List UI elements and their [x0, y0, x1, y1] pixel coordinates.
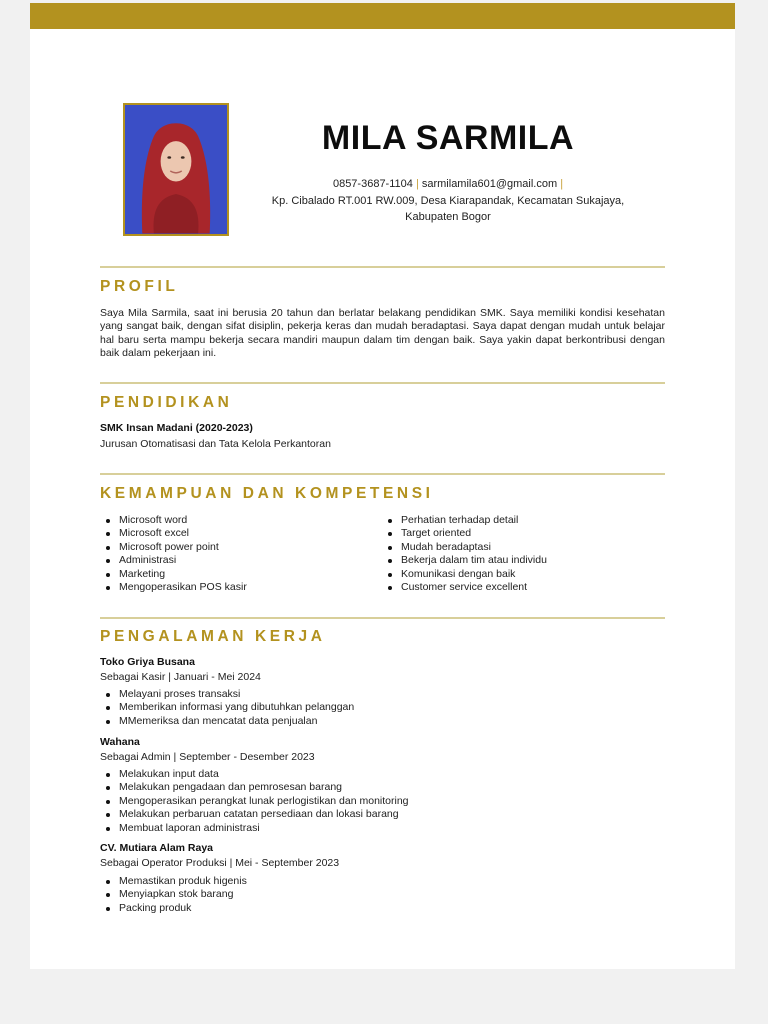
list-item: Perhatian terhadap detail [401, 514, 671, 527]
full-name: MILA SARMILA [321, 119, 575, 157]
skills-list-right [382, 514, 671, 594]
job-role: Sebagai Operator Produksi | Mei - September 2023 [100, 857, 340, 869]
list-item: Melakukan perbaruan catatan persediaan dan lokasi barang [119, 808, 659, 821]
address-line-1: Kp. Cibalado RT.001 RW.009, Desa Kiarapandak, Kecamatan Sukajaya, [271, 194, 625, 207]
list-item: Microsoft power point [119, 541, 379, 554]
skills-list-left [100, 514, 379, 594]
section-title-pendidikan: PENDIDIKAN [100, 394, 233, 411]
section-divider [100, 266, 665, 268]
list-item: Memberikan informasi yang dibutuhkan pelanggan [119, 701, 659, 714]
list-item: Mengoperasikan perangkat lunak perlogistikan dan monitoring [119, 795, 659, 808]
list-item: Mudah beradaptasi [401, 541, 671, 554]
list-item: Melakukan input data [119, 768, 659, 781]
job-company: Wahana [100, 736, 140, 748]
list-item: Customer service excellent [401, 581, 671, 594]
top-accent-bar [30, 3, 735, 29]
cv-page [30, 3, 735, 969]
job-tasks [100, 875, 659, 915]
list-item: Target oriented [401, 527, 671, 540]
section-title-profil: PROFIL [100, 278, 179, 295]
phone-number: 0857-3687-1104 [332, 178, 413, 190]
list-item: Memastikan produk higenis [119, 875, 659, 888]
address-line-2: Kabupaten Bogor [405, 211, 491, 223]
list-item: Melayani proses transaksi [119, 688, 659, 701]
list-item: Microsoft excel [119, 527, 379, 540]
profile-photo [123, 103, 229, 236]
list-item: Packing produk [119, 902, 659, 915]
list-item: Komunikasi dengan baik [401, 568, 671, 581]
list-item: Administrasi [119, 554, 379, 567]
contact-info [240, 176, 656, 226]
job-role: Sebagai Kasir | Januari - Mei 2024 [100, 671, 261, 683]
section-divider [100, 617, 665, 619]
list-item: Marketing [119, 568, 379, 581]
job-tasks [100, 688, 659, 728]
job-tasks [100, 768, 659, 835]
list-item: MMemeriksa dan mencatat data penjualan [119, 715, 659, 728]
list-item: Melakukan pengadaan dan pemrosesan barang [119, 781, 659, 794]
job-company: Toko Griya Busana [100, 656, 195, 668]
school-name: SMK Insan Madani (2020-2023) [100, 422, 253, 434]
profile-photo-illustration [125, 105, 227, 234]
list-item: Microsoft word [119, 514, 379, 527]
email-address: sarmilamila601@gmail.com [421, 178, 558, 190]
separator: | [415, 178, 419, 190]
job-role: Sebagai Admin | September - Desember 2023 [100, 751, 315, 763]
profil-text: Saya Mila Sarmila, saat ini berusia 20 tahun dan berlatar belakang pendidikan SMK. Saya memiliki kondisi kesehatan yang sangat baik, dengan sifat disiplin, pekerja keras dan mudah beradaptasi. Saya dapat dengan mudah untuk belajar hal baru serta mampu bekerja secara mandiri maupun dalam tim dengan baik. Saya yakin dapat berkontribusi dengan baik dalam pekerjaan ini. [100, 307, 665, 360]
job-company: CV. Mutiara Alam Raya [100, 842, 214, 854]
section-title-pengalaman: PENGALAMAN KERJA [100, 628, 326, 645]
list-item: Membuat laporan administrasi [119, 822, 659, 835]
list-item: Bekerja dalam tim atau individu [401, 554, 671, 567]
school-major: Jurusan Otomatisasi dan Tata Kelola Perkantoran [100, 438, 331, 450]
section-title-kemampuan: KEMAMPUAN DAN KOMPETENSI [100, 485, 434, 502]
list-item: Mengoperasikan POS kasir [119, 581, 379, 594]
contact-line-1 [240, 176, 656, 193]
section-divider [100, 473, 665, 475]
separator: | [560, 178, 564, 190]
list-item: Menyiapkan stok barang [119, 888, 659, 901]
section-divider [100, 382, 665, 384]
